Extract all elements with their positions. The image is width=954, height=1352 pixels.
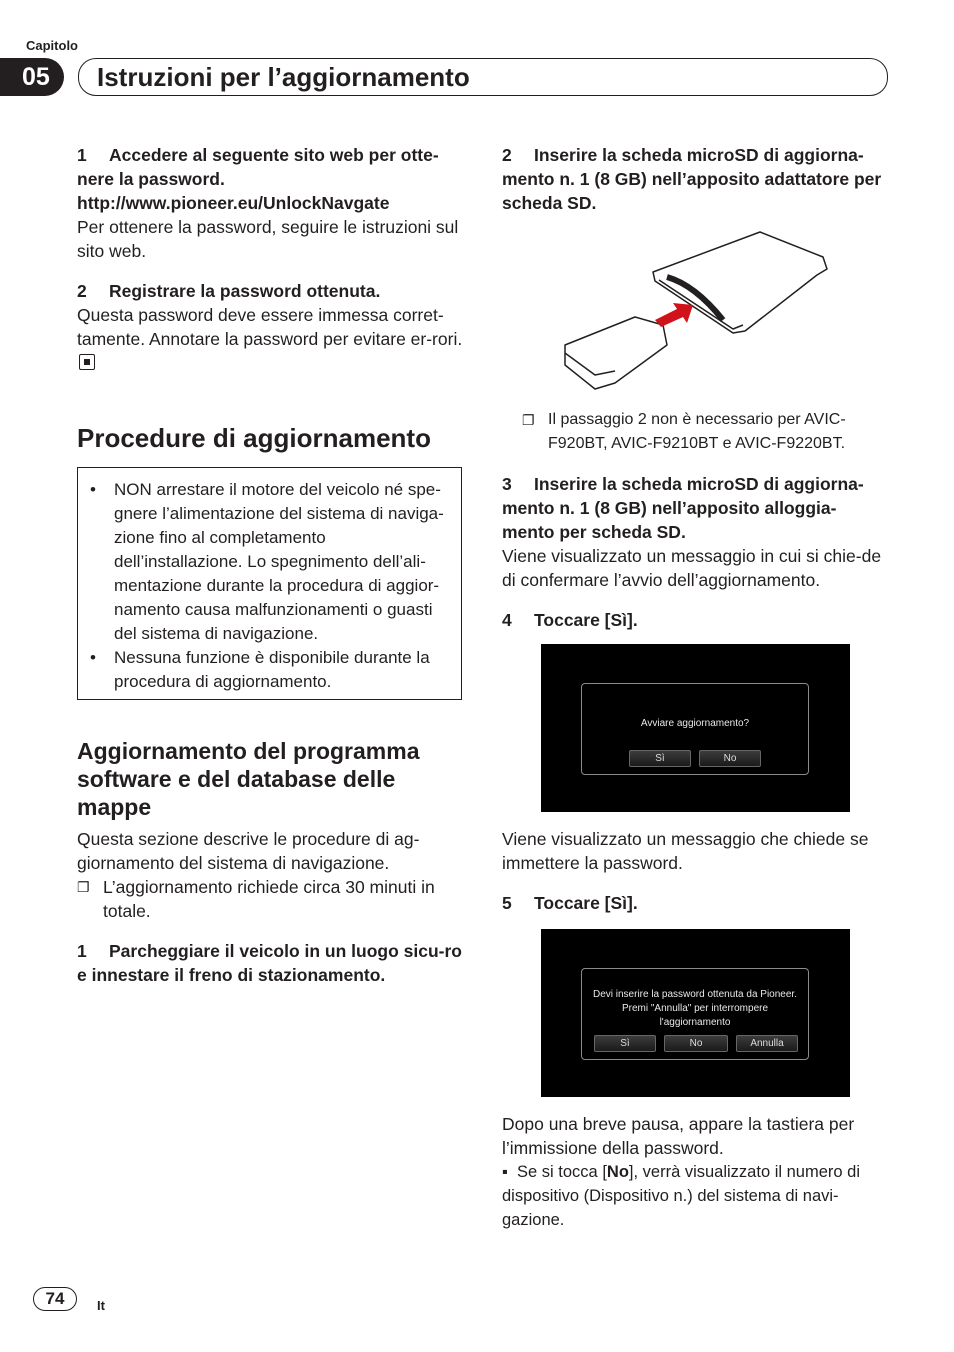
left-column-lower	[77, 827, 465, 987]
warning-box	[77, 467, 462, 700]
step-5-touch-yes: 5 Toccare [Sì].	[502, 893, 638, 913]
intro-text: Questa sezione descrive le procedure di ag-giornamento del sistema di navigazione.	[77, 829, 420, 873]
step-4-touch-yes: 4 Toccare [Sì].	[502, 610, 638, 630]
left-column	[77, 143, 465, 375]
dialog-message: Avviare aggiornamento?	[640, 718, 750, 729]
step-2-insert-adapter: 2 Inserire la scheda microSD di aggiorna-mento n. 1 (8 GB) nell’apposito adattatore per scheda SD.	[502, 145, 882, 213]
subsection-title: Aggiornamento del programma software e del database delle mappe	[77, 738, 420, 820]
duration-note: ❐ L’aggiornamento richiede circa 30 minuti in totale.	[77, 875, 465, 923]
step-1-body: Per ottenere la password, seguire le istruzioni sul sito web.	[77, 217, 459, 261]
dialog-start-update	[581, 683, 809, 775]
yes-button[interactable]: Sì	[629, 750, 691, 767]
after-screen-2: Dopo una breve pausa, appare la tastiera per l’immissione della password.	[502, 1114, 855, 1158]
right-column-after2	[502, 1112, 888, 1232]
cancel-button[interactable]: Annulla	[736, 1035, 798, 1052]
dialog-line-2: Premi "Annulla" per interrompere	[621, 1003, 769, 1014]
dialog-line-1: Devi inserire la password ottenuta da Pioneer.	[592, 989, 797, 1000]
after-screen-1: Viene visualizzato un messaggio che chiede se immettere la password.	[502, 829, 869, 873]
pioneer-url[interactable]: http://www.pioneer.eu/UnlockNavgate	[77, 193, 390, 213]
step-1-access-site: 1 Accedere al seguente sito web per otte-nere la password.	[77, 145, 439, 189]
screen-password-prompt	[541, 929, 850, 1097]
end-mark-icon	[79, 354, 95, 370]
microsd-card-icon	[565, 317, 667, 389]
sd-card-illustration	[555, 225, 835, 395]
right-column-mid	[502, 472, 888, 632]
no-button[interactable]: No	[664, 1035, 728, 1052]
device-number-note: ▪ Se si tocca [No], verrà visualizzato il numero di dispositivo (Dispositivo n.) del sistema di navi-gazione.	[502, 1163, 860, 1229]
yes-button[interactable]: Sì	[594, 1035, 656, 1052]
screen-start-update	[541, 644, 850, 812]
step-3-body: Viene visualizzato un messaggio in cui si chie-de di confermare l’avvio dell’aggiornamento.	[502, 546, 882, 590]
step-3-insert-slot: 3 Inserire la scheda microSD di aggiorna-mento n. 1 (8 GB) nell’apposito alloggia-mento per scheda SD.	[502, 474, 864, 542]
language-code: It	[97, 1298, 105, 1313]
dialog-line-3: l'aggiornamento	[659, 1017, 731, 1028]
warning-item: • NON arrestare il motore del veicolo né spe-gnere l’alimentazione del sistema di naviga-zione fino al completamento dell’installazione. Lo spegnimento dell’ali-mentazione durante la procedura di aggior-namento causa malfunzionamenti o guasti del sistema di navigazione.	[114, 478, 451, 646]
chapter-title: Istruzioni per l’aggiornamento	[78, 58, 888, 96]
chapter-label: Capitolo	[26, 38, 78, 53]
right-column-after1	[502, 827, 888, 915]
dialog-password-prompt	[581, 968, 809, 1060]
note-a: ❐ Il passaggio 2 non è necessario per AVIC-F920BT, AVIC-F9210BT e AVIC-F9220BT.	[522, 408, 888, 456]
square-bullet-icon: ▪	[502, 1163, 508, 1181]
section-title: Procedure di aggiornamento	[77, 423, 431, 453]
chapter-number: 05	[0, 58, 64, 96]
step-park-vehicle: 1 Parcheggiare il veicolo in un luogo sicu-ro e innestare il freno di stazionamento.	[77, 941, 462, 985]
warning-item: • Nessuna funzione è disponibile durante la procedura di aggiornamento.	[114, 646, 451, 694]
step-2-record-password: 2 Registrare la password ottenuta.	[77, 281, 381, 301]
insert-arrow-icon	[655, 303, 693, 327]
no-button[interactable]: No	[699, 750, 761, 767]
step-2-body: Questa password deve essere immessa corret-tamente. Annotare la password per evitare er-rori.	[77, 303, 465, 375]
page-number: 74	[33, 1287, 77, 1311]
